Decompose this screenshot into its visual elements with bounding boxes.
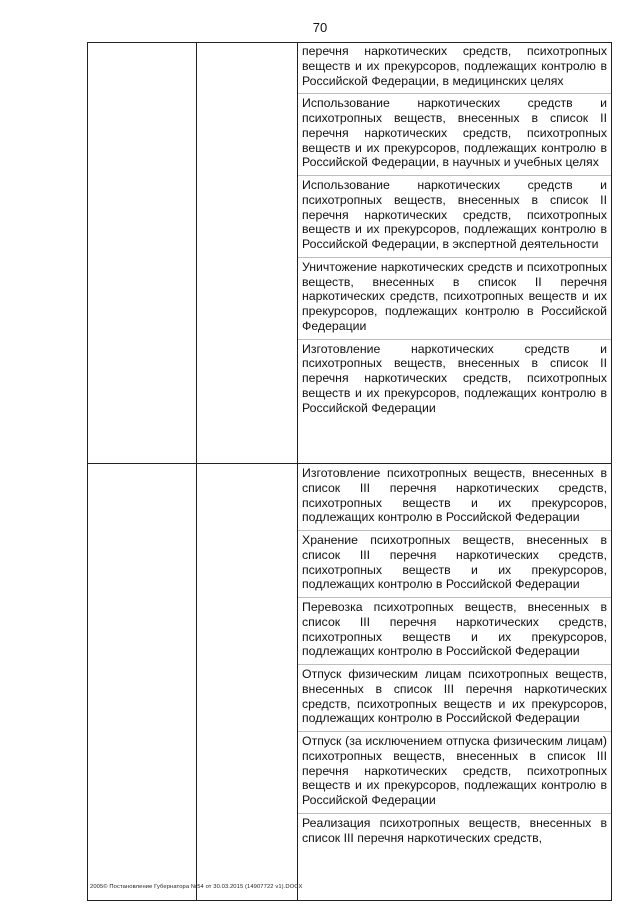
activity-entry: Уничтожение наркотических средств и психотропных веществ, внесенных в список II перечня наркотических средств, психотропных веществ и их прекурсоров, подлежащих контролю в Российской Федерации	[298, 257, 611, 339]
table-cell-col1	[88, 43, 197, 464]
activity-entry: Перевозка психотропных веществ, внесенных в список III перечня наркотических средств, психотропных веществ и их прекурсоров, подлежащих контролю в Российской Федерации	[298, 597, 611, 664]
activity-entry: перечня наркотических средств, психотропных веществ и их прекурсоров, подлежащих контролю в Российской Федерации, в медицинских целях	[302, 44, 607, 88]
activity-entry: Отпуск физическим лицам психотропных веществ, внесенных в список III перечня наркотических средств, психотропных веществ и их прекурсоров, подлежащих контролю в Российской Федерации	[298, 664, 611, 731]
activity-entry: Использование наркотических средств и психотропных веществ, внесенных в список II перечня наркотических средств, психотропных веществ и их прекурсоров, подлежащих контролю в Российской Федерации, в научных и учебных целях	[298, 93, 611, 175]
table-cell-col1	[88, 464, 197, 901]
table-cell-activities	[298, 43, 612, 464]
table-row	[88, 464, 612, 901]
activity-entry: Изготовление наркотических средств и психотропных веществ, внесенных в список II перечня наркотических средств, психотропных веществ и их прекурсоров, подлежащих контролю в Российской Федерации	[298, 339, 611, 421]
table-row	[88, 43, 612, 464]
activity-entry: Изготовление психотропных веществ, внесенных в список III перечня наркотических средств, психотропных веществ и их прекурсоров, подлежащих контролю в Российской Федерации	[302, 466, 607, 525]
activity-entry: Хранение психотропных веществ, внесенных в список III перечня наркотических средств, психотропных веществ и их прекурсоров, подлежащих контролю в Российской Федерации	[298, 530, 611, 597]
activities-table	[87, 42, 612, 901]
activity-entry: Реализация психотропных веществ, внесенных в список III перечня наркотических средств,	[298, 813, 611, 851]
page-number: 70	[312, 20, 328, 35]
table-cell-col2	[197, 464, 298, 901]
table-cell-col2	[197, 43, 298, 464]
document-footer: 2005© Постановление Губернатора №54 от 30.03.2015 (14907722 v1).DOCX	[90, 884, 303, 890]
table-cell-activities	[298, 464, 612, 901]
activity-entry: Отпуск (за исключением отпуска физическим лицам) психотропных веществ, внесенных в список III перечня наркотических средств, психотропных веществ и их прекурсоров, подлежащих контролю в Российской Федерации	[298, 731, 611, 813]
activity-entry: Использование наркотических средств и психотропных веществ, внесенных в список II перечня наркотических средств, психотропных веществ и их прекурсоров, подлежащих контролю в Российской Федерации, в экспертной деятельности	[298, 175, 611, 257]
